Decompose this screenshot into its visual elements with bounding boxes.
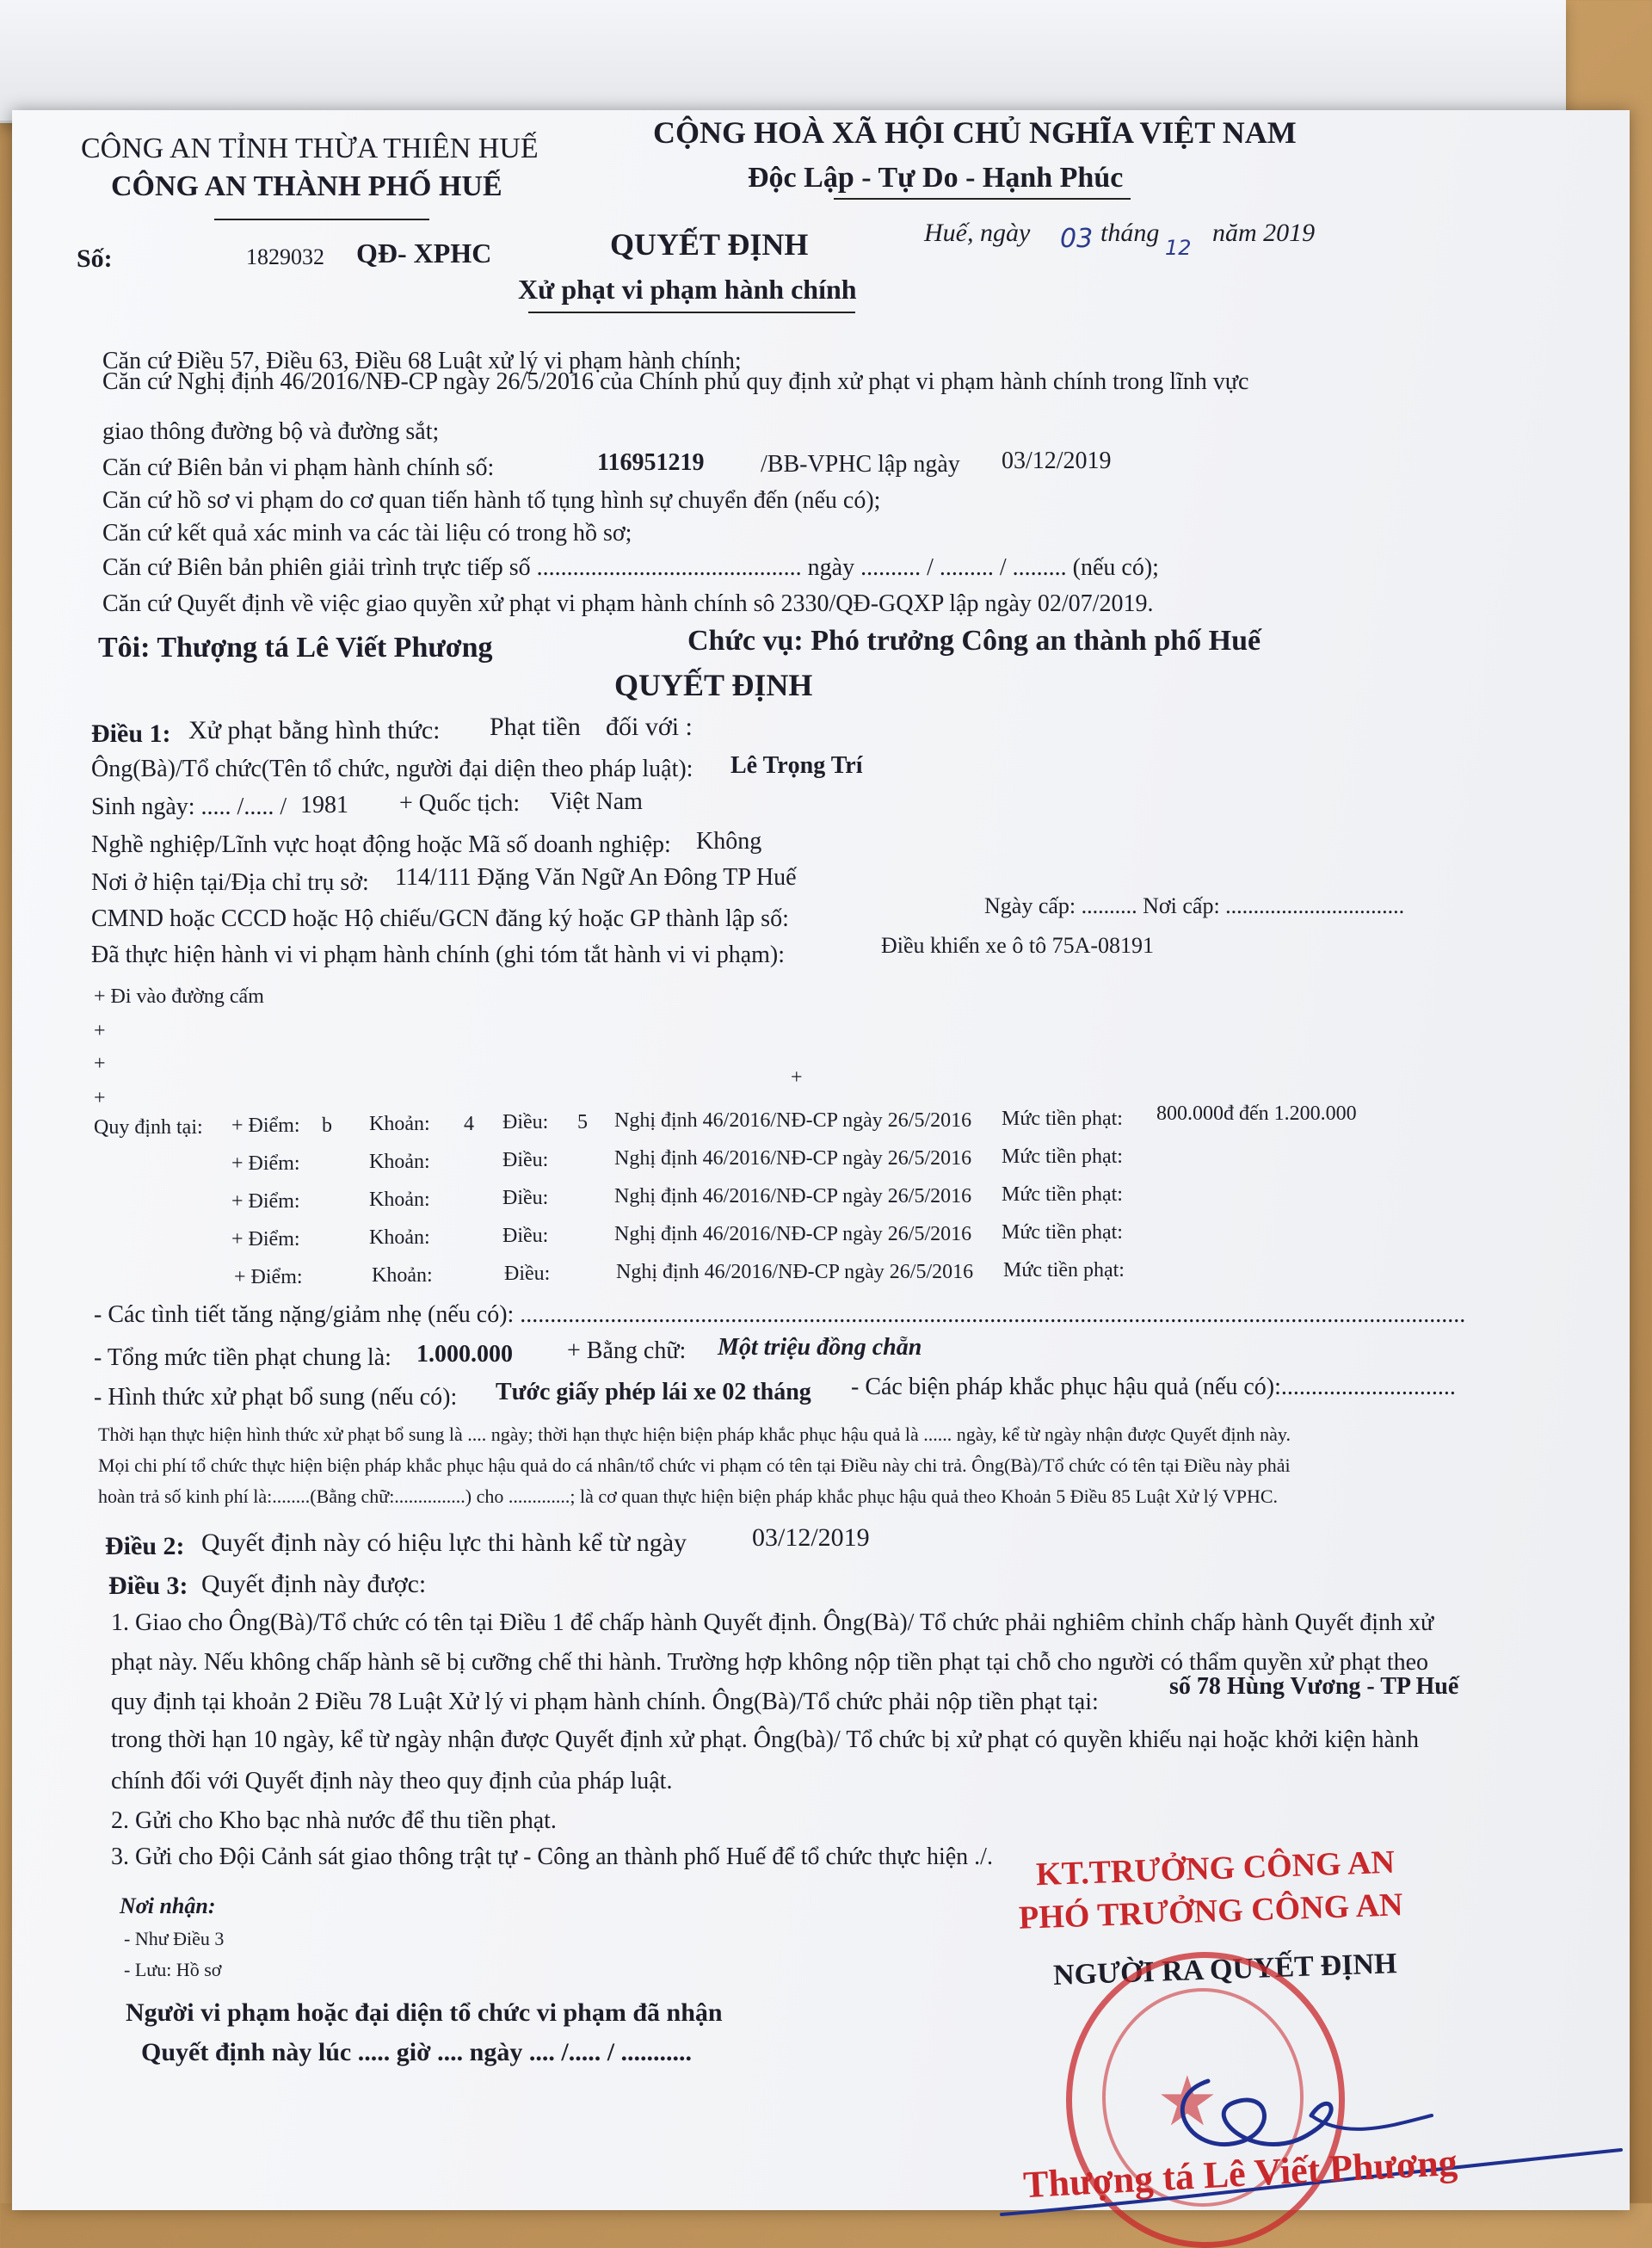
so-suffix: QĐ- XPHC: [356, 238, 492, 269]
stray-plus: +: [791, 1066, 803, 1089]
regulation-label: Quy định tại:: [94, 1116, 203, 1139]
diem-label: + Điểm:: [234, 1266, 303, 1288]
signer-name: Thượng tá Lê Viết Phương: [1022, 2140, 1458, 2207]
nationality-label: + Quốc tịch:: [399, 790, 521, 817]
agency-line1: CÔNG AN TỈNH THỪA THIÊN HUẾ: [81, 133, 539, 164]
decision-heading: QUYẾT ĐỊNH: [614, 668, 813, 702]
person-name: Lê Trọng Trí: [730, 752, 863, 779]
dieu-label: Điều:: [502, 1149, 549, 1171]
decision-document: [12, 110, 1630, 2210]
document-title: QUYẾT ĐỊNH: [610, 227, 809, 262]
subtitle-underline: [528, 312, 855, 313]
dieu-value: 5: [577, 1111, 588, 1133]
signature-line2: PHÓ TRƯỞNG CÔNG AN: [1018, 1887, 1404, 1936]
against-label: đối với :: [606, 713, 693, 741]
so-label: Số:: [77, 244, 113, 273]
article3-p1c: quy định tại khoản 2 Điều 78 Luật Xử lý vi phạm hành chính. Ông(Bà)/Tổ chức phải nộp tiền phạt tại:: [111, 1689, 1099, 1715]
remedy-measures: - Các biện pháp khắc phục hậu quả (nếu có):.............................: [851, 1374, 1456, 1400]
dob-label: Sinh ngày: ..... /..... /: [91, 794, 287, 820]
decree-ref: Nghị định 46/2016/NĐ-CP ngày 26/5/2016: [614, 1109, 972, 1132]
decree-ref: Nghị định 46/2016/NĐ-CP ngày 26/5/2016: [614, 1147, 972, 1170]
previous-page-edge: [0, 0, 1566, 123]
basis-1: Căn cứ Điều 57, Điều 63, Điều 68 Luật xử lý vi phạm hành chính;: [102, 348, 742, 374]
decree-ref: Nghị định 46/2016/NĐ-CP ngày 26/5/2016: [614, 1185, 972, 1207]
fine-label: Mức tiền phạt:: [1002, 1146, 1123, 1168]
article2-text: Quyết định này có hiệu lực thi hành kể từ ngày: [201, 1529, 687, 1557]
violation-value: Điều khiển xe ô tô 75A-08191: [881, 933, 1155, 958]
fine-label: Mức tiền phạt:: [1002, 1183, 1123, 1206]
article3-text: Quyết định này được:: [201, 1570, 427, 1598]
nation-title: CỘNG HOÀ XÃ HỘI CHỦ NGHĨA VIỆT NAM: [653, 115, 1297, 150]
diem-label: + Điểm:: [231, 1190, 300, 1213]
penalty-form-label: Xử phạt bằng hình thức:: [188, 716, 441, 744]
basis-5: Căn cứ kết quả xác minh va các tài liệu có trong hồ sơ;: [102, 520, 632, 547]
job-label: Nghề nghiệp/Lĩnh vực hoạt động hoặc Mã số doanh nghiệp:: [91, 831, 671, 858]
basis-3-label: Căn cứ Biên bản vi phạm hành chính số:: [102, 454, 495, 481]
khoan-value: 4: [464, 1113, 474, 1135]
article3-p1d: trong thời hạn 10 ngày, kể từ ngày nhận được Quyết định xử phạt. Ông(bà)/ Tổ chức bị xử phạt có quyền khiếu nại hoặc khởi kiện hành: [111, 1726, 1419, 1753]
dieu-label: Điều:: [502, 1111, 549, 1133]
additional-penalty-value: Tước giấy phép lái xe 02 tháng: [496, 1379, 811, 1405]
diem-label: + Điểm:: [231, 1115, 300, 1137]
date-prefix: Huế, ngày: [924, 219, 1031, 247]
terms-line2: Mọi chi phí tổ chức thực hiện biện pháp khắc phục hậu quả do cá nhân/tổ chức vi phạm có tên tại Điều này chi trả. Ông(Bà)/Tổ chức có tên tại Điều này phải: [98, 1454, 1291, 1476]
total-fine-value: 1.000.000: [416, 1341, 513, 1368]
act-3: +: [94, 1053, 106, 1075]
basis-2b: giao thông đường bộ và đường sắt;: [102, 418, 440, 445]
terms-line3: hoàn trả số kinh phí là:........(Bằng chữ:...............) cho .............; là cơ quan thực hiện biện pháp khắc phục hậu quả theo Khoản 5 Điều 85 Luật Xử lý VPHC.: [98, 1485, 1279, 1507]
fine-value: 800.000đ đến 1.200.000: [1156, 1102, 1357, 1125]
nationality-value: Việt Nam: [550, 788, 643, 815]
decree-ref: Nghị định 46/2016/NĐ-CP ngày 26/5/2016: [614, 1223, 972, 1245]
basis-6: Căn cứ Biên bản phiên giải trình trực tiếp số ............................................ ngày .......... / ......... / ......... (nếu có);: [102, 554, 1159, 581]
khoan-label: Khoản:: [369, 1226, 430, 1249]
decree-ref: Nghị định 46/2016/NĐ-CP ngày 26/5/2016: [616, 1261, 974, 1283]
article3-label: Điều 3:: [108, 1572, 188, 1600]
dieu-label: Điều:: [502, 1225, 549, 1247]
agency-line2: CÔNG AN THÀNH PHỐ HUẾ: [111, 170, 502, 202]
khoan-label: Khoản:: [369, 1189, 430, 1211]
khoan-label: Khoản:: [369, 1151, 430, 1173]
officer-position: Chức vụ: Phó trưởng Công an thành phố Huế: [687, 625, 1261, 657]
address-value: 114/111 Đặng Văn Ngữ An Đông TP Huế: [395, 864, 797, 891]
id-issue: Ngày cấp: .......... Nơi cấp: ................................: [984, 893, 1405, 918]
officer-name: Tôi: Thượng tá Lê Viết Phương: [98, 632, 493, 664]
recipient-item: - Lưu: Hồ sơ: [124, 1959, 222, 1980]
act-4: +: [94, 1087, 106, 1109]
motto: Độc Lập - Tự Do - Hạnh Phúc: [748, 162, 1124, 194]
recipients-label: Nơi nhận:: [120, 1893, 216, 1918]
basis-2a: Căn cứ Nghị định 46/2016/NĐ-CP ngày 26/5/2016 của Chính phủ quy định xử phạt vi phạm hành chính trong lĩnh vực: [102, 368, 1249, 395]
penalty-form-value: Phạt tiền: [490, 713, 581, 741]
diem-label: + Điểm:: [231, 1152, 300, 1175]
dieu-label: Điều:: [504, 1263, 551, 1285]
article3-p1e: chính đối với Quyết định này theo quy định của pháp luật.: [111, 1768, 673, 1794]
effective-date: 03/12/2019: [752, 1523, 870, 1552]
basis-4: Căn cứ hồ sơ vi phạm do cơ quan tiến hành tố tụng hình sự chuyển đến (nếu có);: [102, 487, 881, 514]
fine-label: Mức tiền phạt:: [1002, 1221, 1123, 1244]
article3-p3: 3. Gửi cho Đội Cảnh sát giao thông trật tự - Công an thành phố Huế để tổ chức thực hiện ./.: [111, 1843, 993, 1870]
diem-label: + Điểm:: [231, 1228, 300, 1251]
received-line1: Người vi phạm hoặc đại diện tổ chức vi phạm đã nhận: [126, 1998, 723, 2027]
fine-label: Mức tiền phạt:: [1002, 1108, 1123, 1130]
basis-3-suffix: /BB-VPHC lập ngày: [761, 451, 960, 478]
signature-line1: KT.TRƯỞNG CÔNG AN: [1035, 1843, 1396, 1893]
date-year: năm 2019: [1212, 219, 1316, 247]
dieu-label: Điều:: [502, 1187, 549, 1209]
fine-words-value: Một triệu đồng chẵn: [718, 1334, 922, 1361]
article3-p1b: phạt này. Nếu không chấp hành sẽ bị cưỡng chế thi hành. Trường hợp không nộp tiền phạt tại chỗ cho người có thẩm quyền xử phạt theo: [111, 1649, 1429, 1676]
article1-label: Điều 1:: [91, 719, 171, 748]
act-2: +: [94, 1020, 106, 1042]
motto-underline: [834, 198, 1131, 200]
date-month-label: tháng: [1100, 219, 1160, 247]
diem-value: b: [322, 1115, 332, 1137]
article2-label: Điều 2:: [105, 1532, 185, 1560]
total-fine-label: - Tổng mức tiền phạt chung là:: [94, 1344, 391, 1371]
additional-penalty-label: - Hình thức xử phạt bổ sung (nếu có):: [94, 1384, 458, 1411]
terms-line1: Thời hạn thực hiện hình thức xử phạt bổ sung là .... ngày; thời hạn thực hiện biện pháp khắc phục hậu quả là ...... ngày, kể từ ngày nhận được Quyết định này.: [98, 1424, 1291, 1445]
report-number: 116951219: [597, 449, 705, 476]
id-label: CMND hoặc CCCD hoặc Hộ chiếu/GCN đăng ký hoặc GP thành lập số:: [91, 905, 789, 932]
so-number: 1829032: [246, 244, 324, 269]
address-label: Nơi ở hiện tại/Địa chỉ trụ sở:: [91, 869, 369, 896]
article3-p2: 2. Gửi cho Kho bạc nhà nước để thu tiền phạt.: [111, 1807, 557, 1834]
article3-p1a: 1. Giao cho Ông(Bà)/Tổ chức có tên tại Điều 1 để chấp hành Quyết định. Ông(Bà)/ Tổ chức phải nghiêm chỉnh chấp hành Quyết định xử: [111, 1609, 1434, 1636]
agency-underline: [214, 219, 429, 220]
star-icon: ★: [1156, 2065, 1218, 2140]
report-date: 03/12/2019: [1002, 448, 1112, 474]
fine-words-label: + Bằng chữ:: [567, 1337, 687, 1364]
khoan-label: Khoản:: [369, 1113, 430, 1135]
signature-line3: NGƯỜI RA QUYẾT ĐỊNH: [1052, 1948, 1398, 1992]
circumstances: - Các tình tiết tăng nặng/giảm nhẹ (nếu có): .............................................................................................................................................................: [94, 1301, 1466, 1328]
received-line2: Quyết định này lúc ..... giờ .... ngày .... /..... / ...........: [141, 2038, 693, 2066]
date-month: 12: [1165, 236, 1192, 260]
dob-year: 1981: [300, 792, 348, 818]
date-day: 03: [1060, 224, 1094, 254]
basis-7: Căn cứ Quyết định về việc giao quyền xử phạt vi phạm hành chính sô 2330/QĐ-GQXP lập ngày 02/07/2019.: [102, 590, 1154, 617]
payment-place: số 78 Hùng Vương - TP Huế: [1169, 1673, 1459, 1700]
recipient-item: - Như Điều 3: [124, 1928, 225, 1949]
fine-label: Mức tiền phạt:: [1003, 1259, 1125, 1281]
violation-label: Đã thực hiện hành vi vi phạm hành chính (ghi tóm tắt hành vi vi phạm):: [91, 942, 786, 968]
job-value: Không: [696, 828, 762, 855]
act-1: + Đi vào đường cấm: [94, 985, 264, 1008]
person-label: Ông(Bà)/Tổ chức(Tên tổ chức, người đại diện theo pháp luật):: [91, 756, 693, 782]
khoan-label: Khoản:: [372, 1264, 433, 1287]
document-subtitle: Xử phạt vi phạm hành chính: [518, 274, 857, 305]
